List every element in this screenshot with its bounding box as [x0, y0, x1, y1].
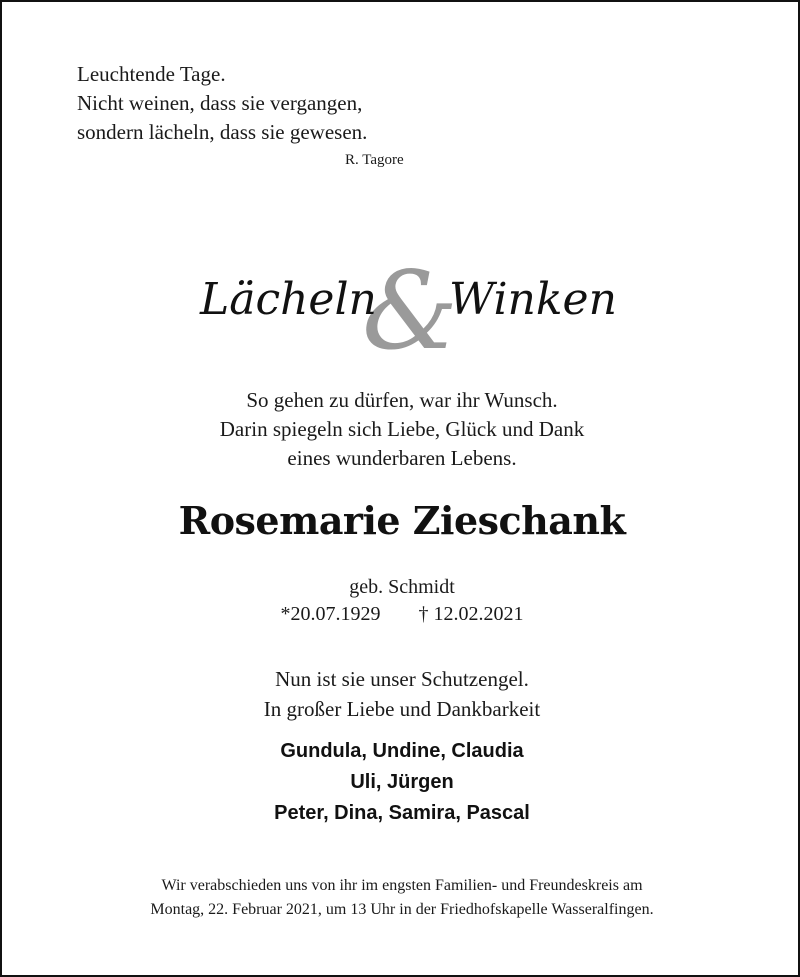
wish-line: So gehen zu dürfen, war ihr Wunsch. [246, 388, 558, 412]
life-dates [2, 603, 800, 626]
motto-ampersand: & [362, 249, 459, 374]
maiden-name: geb. Schmidt [349, 576, 455, 598]
wish-line: eines wunderbaren Lebens. [287, 446, 517, 470]
death-date: † 12.02.2021 [418, 603, 524, 625]
quote [77, 60, 367, 147]
motto-left-word: Lächeln [200, 274, 377, 325]
notice-line: Wir verabschieden uns von ihr im engsten Familien- und Freundeskreis am [161, 877, 643, 894]
closing-text [2, 664, 800, 724]
funeral-notice [2, 874, 800, 922]
birth-date: *20.07.1929 [280, 603, 381, 625]
motto-right-word: Winken [449, 274, 617, 325]
quote-line: sondern lächeln, dass sie gewesen. [77, 120, 368, 144]
deceased-name: Rosemarie Zieschank [178, 498, 626, 543]
family-line: Peter, Dina, Samira, Pascal [274, 802, 530, 824]
wish-line: Darin spiegeln sich Liebe, Glück und Dank [219, 417, 585, 441]
closing-line: In großer Liebe und Dankbarkeit [263, 697, 541, 721]
quote-line: Leuchtende Tage. [77, 62, 226, 86]
wish-text [2, 386, 800, 473]
notice-line: Montag, 22. Februar 2021, um 13 Uhr in der Friedhofskapelle Wasseralfingen. [150, 901, 654, 918]
family-names [2, 736, 800, 829]
quote-author: R. Tagore [345, 152, 404, 168]
closing-line: Nun ist sie unser Schutzengel. [275, 667, 529, 691]
family-line: Uli, Jürgen [350, 771, 454, 793]
family-line: Gundula, Undine, Claudia [280, 740, 524, 762]
quote-line: Nicht weinen, dass sie vergangen, [77, 91, 363, 115]
